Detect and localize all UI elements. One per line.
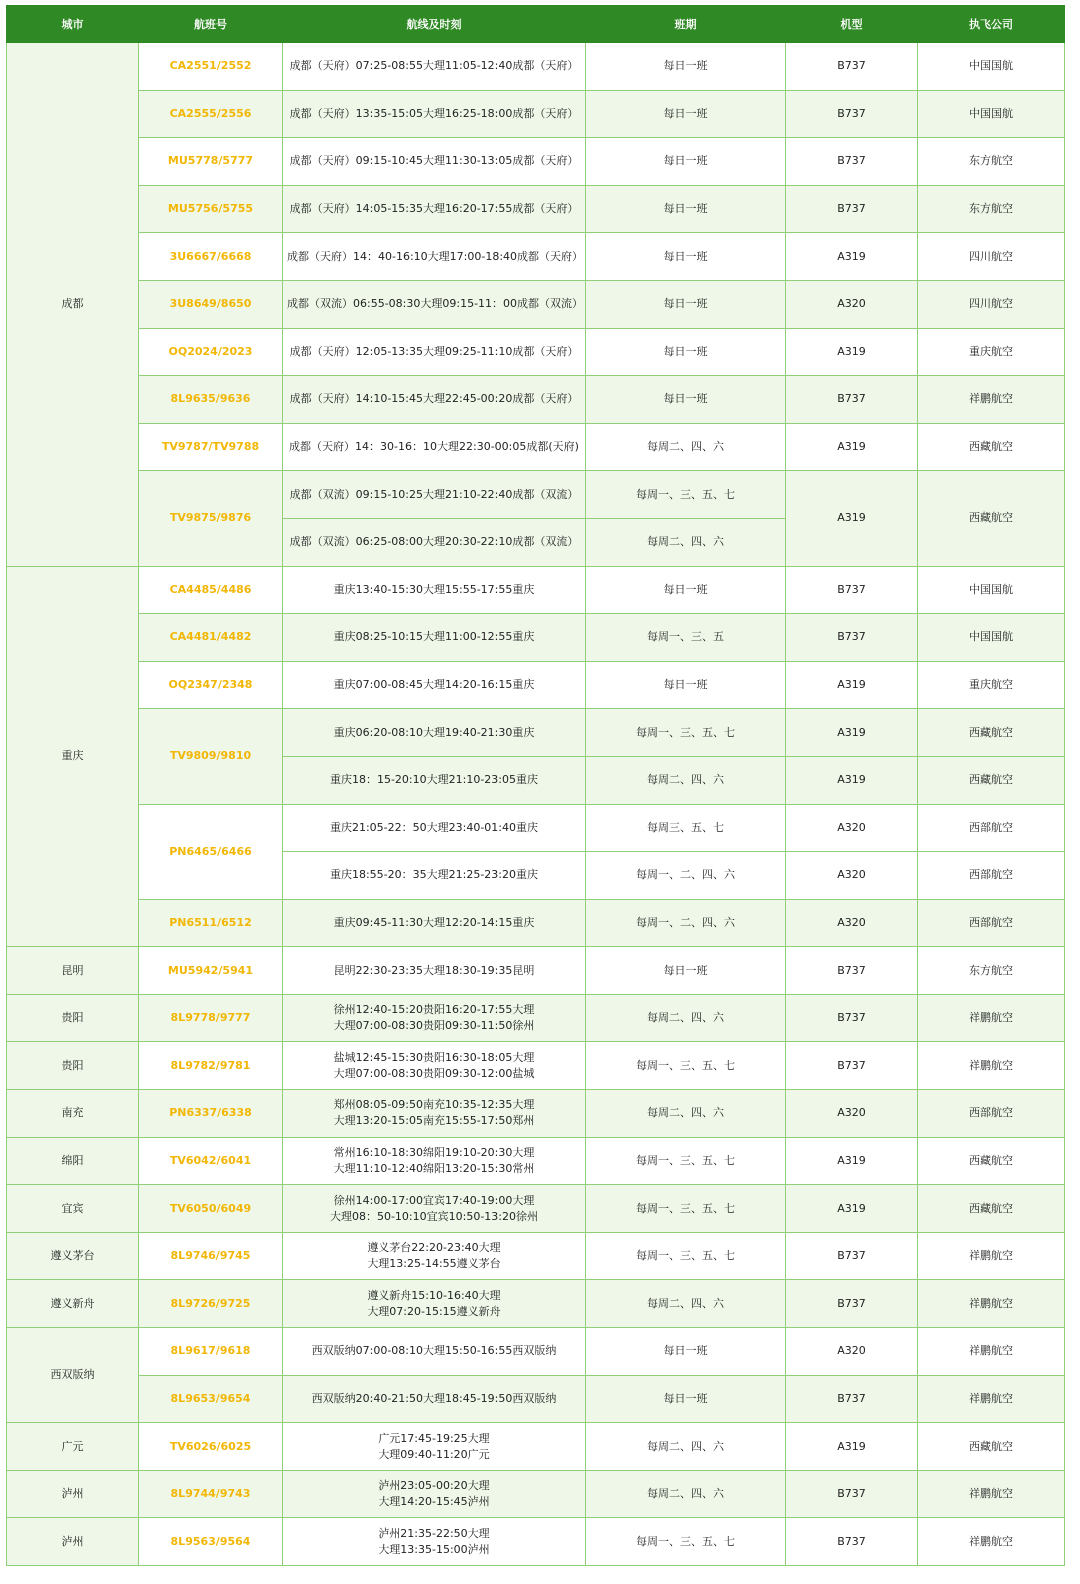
- airline: 东方航空: [918, 138, 1065, 186]
- route-time: 昆明22:30-23:35大理18:30-19:35昆明: [283, 947, 586, 995]
- aircraft-type: B737: [786, 566, 918, 614]
- table-row: [7, 185, 1065, 233]
- route-time: 成都（天府）07:25-08:55大理11:05-12:40成都（天府）: [283, 43, 586, 91]
- flight-number: CA4481/4482: [139, 614, 283, 662]
- flight-number: MU5756/5755: [139, 185, 283, 233]
- aircraft-type: A319: [786, 233, 918, 281]
- aircraft-type: B737: [786, 1518, 918, 1566]
- city-cell: 泸州: [7, 1470, 139, 1518]
- route-line-outbound: 泸州21:35-22:50大理: [378, 1526, 490, 1540]
- aircraft-type: A319: [786, 661, 918, 709]
- schedule: 每日一班: [586, 43, 786, 91]
- flight-number: 8L9726/9725: [139, 1280, 283, 1328]
- route-time: [283, 1470, 586, 1518]
- table-header-row: [7, 6, 1065, 43]
- header-city: 城市: [7, 6, 139, 43]
- route-time: 重庆18:55-20：35大理21:25-23:20重庆: [283, 852, 586, 900]
- airline: 中国国航: [918, 43, 1065, 91]
- city-cell: 成都: [7, 43, 139, 567]
- airline: 祥鹏航空: [918, 1470, 1065, 1518]
- airline: 西藏航空: [918, 1423, 1065, 1471]
- route-time: [283, 1137, 586, 1185]
- aircraft-type: B737: [786, 1232, 918, 1280]
- route-line-return: 大理09:40-11:20广元: [378, 1447, 490, 1461]
- flight-number: TV6050/6049: [139, 1185, 283, 1233]
- schedule: 每周一、三、五、七: [586, 1232, 786, 1280]
- table-row: [7, 804, 1065, 852]
- flight-number: TV9787/TV9788: [139, 423, 283, 471]
- route-time: 成都（天府）14:10-15:45大理22:45-00:20成都（天府）: [283, 376, 586, 424]
- aircraft-type: B737: [786, 1042, 918, 1090]
- route-line-return: 大理08：50-10:10宜宾10:50-13:20徐州: [329, 1209, 539, 1223]
- flight-number: 8L9744/9743: [139, 1470, 283, 1518]
- table-row: [7, 423, 1065, 471]
- table-row: [7, 614, 1065, 662]
- route-time: 成都（天府）14:05-15:35大理16:20-17:55成都（天府）: [283, 185, 586, 233]
- airline: 重庆航空: [918, 328, 1065, 376]
- airline: 西藏航空: [918, 423, 1065, 471]
- aircraft-type: A319: [786, 756, 918, 804]
- route-time: 重庆13:40-15:30大理15:55-17:55重庆: [283, 566, 586, 614]
- flight-number: CA2555/2556: [139, 90, 283, 138]
- airline: 西部航空: [918, 899, 1065, 947]
- flight-number: PN6465/6466: [139, 804, 283, 899]
- flight-number: 3U6667/6668: [139, 233, 283, 281]
- route-time: [283, 1232, 586, 1280]
- schedule: 每周三、五、七: [586, 804, 786, 852]
- route-time: 重庆06:20-08:10大理19:40-21:30重庆: [283, 709, 586, 757]
- city-cell: 泸州: [7, 1518, 139, 1566]
- table-row: [7, 376, 1065, 424]
- route-time: 成都（天府）09:15-10:45大理11:30-13:05成都（天府）: [283, 138, 586, 186]
- route-line-return: 大理13:25-14:55遵义茅台: [367, 1257, 501, 1271]
- table-row: [7, 1185, 1065, 1233]
- route-time: [283, 994, 586, 1042]
- flight-number: TV9875/9876: [139, 471, 283, 566]
- route-time: 重庆18：15-20:10大理21:10-23:05重庆: [283, 756, 586, 804]
- table-row: [7, 1518, 1065, 1566]
- airline: 西藏航空: [918, 471, 1065, 566]
- table-row: [7, 566, 1065, 614]
- airline: 祥鹏航空: [918, 376, 1065, 424]
- airline: 四川航空: [918, 280, 1065, 328]
- aircraft-type: B737: [786, 614, 918, 662]
- schedule: 每日一班: [586, 1375, 786, 1423]
- city-cell: 南充: [7, 1090, 139, 1138]
- table-row: [7, 1232, 1065, 1280]
- schedule: 每周二、四、六: [586, 756, 786, 804]
- aircraft-type: B737: [786, 1470, 918, 1518]
- aircraft-type: B737: [786, 947, 918, 995]
- table-row: [7, 709, 1065, 757]
- flight-number: MU5778/5777: [139, 138, 283, 186]
- flight-number: TV9809/9810: [139, 709, 283, 804]
- route-line-return: 大理07:00-08:30贵阳09:30-12:00盐城: [333, 1066, 535, 1080]
- route-line-outbound: 徐州12:40-15:20贵阳16:20-17:55大理: [333, 1003, 535, 1017]
- schedule: 每周一、三、五、七: [586, 1042, 786, 1090]
- table-row: [7, 43, 1065, 91]
- aircraft-type: A320: [786, 1328, 918, 1376]
- route-time: 西双版纳07:00-08:10大理15:50-16:55西双版纳: [283, 1328, 586, 1376]
- table-row: [7, 1470, 1065, 1518]
- flight-schedule-table: [6, 5, 1065, 1566]
- airline: 重庆航空: [918, 661, 1065, 709]
- aircraft-type: B737: [786, 1375, 918, 1423]
- aircraft-type: B737: [786, 185, 918, 233]
- route-time: [283, 1042, 586, 1090]
- city-cell: 遵义茅台: [7, 1232, 139, 1280]
- route-line-return: 大理07:20-15:15遵义新舟: [367, 1304, 501, 1318]
- airline: 西部航空: [918, 804, 1065, 852]
- header-schedule: 班期: [586, 6, 786, 43]
- schedule: 每日一班: [586, 947, 786, 995]
- aircraft-type: A319: [786, 328, 918, 376]
- city-cell: 广元: [7, 1423, 139, 1471]
- aircraft-type: A319: [786, 1185, 918, 1233]
- schedule: 每周一、二、四、六: [586, 899, 786, 947]
- route-time: 重庆09:45-11:30大理12:20-14:15重庆: [283, 899, 586, 947]
- route-time: 成都（天府）14：30-16：10大理22:30-00:05成都(天府): [283, 423, 586, 471]
- table-row: [7, 1328, 1065, 1376]
- route-line-outbound: 泸州23:05-00:20大理: [378, 1479, 490, 1493]
- route-time: [283, 1280, 586, 1328]
- route-time: 成都（双流）09:15-10:25大理21:10-22:40成都（双流）: [283, 471, 586, 519]
- header-aircraft: 机型: [786, 6, 918, 43]
- aircraft-type: B737: [786, 994, 918, 1042]
- schedule: 每日一班: [586, 233, 786, 281]
- airline: 中国国航: [918, 614, 1065, 662]
- route-line-outbound: 盐城12:45-15:30贵阳16:30-18:05大理: [333, 1050, 535, 1064]
- route-time: 成都（天府）13:35-15:05大理16:25-18:00成都（天府）: [283, 90, 586, 138]
- schedule: 每周一、三、五、七: [586, 709, 786, 757]
- table-row: [7, 1042, 1065, 1090]
- table-row: [7, 138, 1065, 186]
- schedule: 每日一班: [586, 376, 786, 424]
- flight-number: 8L9563/9564: [139, 1518, 283, 1566]
- route-line-return: 大理07:00-08:30贵阳09:30-11:50徐州: [333, 1019, 535, 1033]
- aircraft-type: A319: [786, 423, 918, 471]
- schedule: 每周一、三、五、七: [586, 471, 786, 519]
- schedule: 每周二、四、六: [586, 1090, 786, 1138]
- route-line-outbound: 遵义新舟15:10-16:40大理: [367, 1288, 501, 1302]
- schedule: 每日一班: [586, 566, 786, 614]
- flight-number: 8L9782/9781: [139, 1042, 283, 1090]
- airline: 东方航空: [918, 947, 1065, 995]
- flight-number: 8L9653/9654: [139, 1375, 283, 1423]
- schedule: 每周二、四、六: [586, 518, 786, 566]
- city-cell: 宜宾: [7, 1185, 139, 1233]
- flight-number: 3U8649/8650: [139, 280, 283, 328]
- aircraft-type: A319: [786, 1423, 918, 1471]
- schedule: 每日一班: [586, 185, 786, 233]
- table-row: [7, 471, 1065, 519]
- schedule: 每周一、三、五、七: [586, 1137, 786, 1185]
- route-time: [283, 1185, 586, 1233]
- table-row: [7, 1137, 1065, 1185]
- aircraft-type: B737: [786, 43, 918, 91]
- airline: 西藏航空: [918, 709, 1065, 757]
- route-line-outbound: 郑州08:05-09:50南充10:35-12:35大理: [333, 1098, 535, 1112]
- schedule: 每周一、三、五、七: [586, 1518, 786, 1566]
- flight-number: CA4485/4486: [139, 566, 283, 614]
- route-line-return: 大理13:35-15:00泸州: [378, 1542, 490, 1556]
- route-time: [283, 1423, 586, 1471]
- schedule: 每日一班: [586, 328, 786, 376]
- table-row: [7, 1375, 1065, 1423]
- aircraft-type: B737: [786, 138, 918, 186]
- schedule: 每周二、四、六: [586, 994, 786, 1042]
- schedule: 每周一、三、五、七: [586, 1185, 786, 1233]
- schedule: 每周一、二、四、六: [586, 852, 786, 900]
- schedule: 每周二、四、六: [586, 1280, 786, 1328]
- route-time: 成都（双流）06:55-08:30大理09:15-11：00成都（双流）: [283, 280, 586, 328]
- airline: 中国国航: [918, 90, 1065, 138]
- aircraft-type: B737: [786, 376, 918, 424]
- table-row: [7, 280, 1065, 328]
- airline: 西部航空: [918, 852, 1065, 900]
- flight-number: MU5942/5941: [139, 947, 283, 995]
- airline: 中国国航: [918, 566, 1065, 614]
- route-line-return: 大理11:10-12:40绵阳13:20-15:30常州: [333, 1161, 535, 1175]
- city-cell: 贵阳: [7, 994, 139, 1042]
- airline: 祥鹏航空: [918, 1232, 1065, 1280]
- schedule: 每日一班: [586, 90, 786, 138]
- table-row: [7, 994, 1065, 1042]
- flight-number: PN6337/6338: [139, 1090, 283, 1138]
- city-cell: 昆明: [7, 947, 139, 995]
- route-line-outbound: 广元17:45-19:25大理: [378, 1431, 490, 1445]
- schedule: 每周二、四、六: [586, 423, 786, 471]
- table-row: [7, 1423, 1065, 1471]
- flight-number: PN6511/6512: [139, 899, 283, 947]
- aircraft-type: A320: [786, 280, 918, 328]
- header-airline: 执飞公司: [918, 6, 1065, 43]
- route-line-outbound: 徐州14:00-17:00宜宾17:40-19:00大理: [333, 1193, 535, 1207]
- aircraft-type: B737: [786, 90, 918, 138]
- schedule: 每周一、三、五: [586, 614, 786, 662]
- route-time: 成都（天府）12:05-13:35大理09:25-11:10成都（天府）: [283, 328, 586, 376]
- city-cell: 绵阳: [7, 1137, 139, 1185]
- route-time: 重庆08:25-10:15大理11:00-12:55重庆: [283, 614, 586, 662]
- table-row: [7, 661, 1065, 709]
- aircraft-type: A319: [786, 709, 918, 757]
- flight-number: OQ2347/2348: [139, 661, 283, 709]
- header-route: 航线及时刻: [283, 6, 586, 43]
- schedule: 每周二、四、六: [586, 1470, 786, 1518]
- flight-number: TV6026/6025: [139, 1423, 283, 1471]
- route-time: [283, 1090, 586, 1138]
- airline: 西藏航空: [918, 1185, 1065, 1233]
- airline: 祥鹏航空: [918, 1375, 1065, 1423]
- aircraft-type: A319: [786, 1137, 918, 1185]
- flight-number: OQ2024/2023: [139, 328, 283, 376]
- route-time: 成都（双流）06:25-08:00大理20:30-22:10成都（双流）: [283, 518, 586, 566]
- airline: 祥鹏航空: [918, 994, 1065, 1042]
- airline: 祥鹏航空: [918, 1042, 1065, 1090]
- route-time: 重庆07:00-08:45大理14:20-16:15重庆: [283, 661, 586, 709]
- table-row: [7, 899, 1065, 947]
- table-row: [7, 90, 1065, 138]
- table-row: [7, 233, 1065, 281]
- aircraft-type: B737: [786, 1280, 918, 1328]
- route-time: 西双版纳20:40-21:50大理18:45-19:50西双版纳: [283, 1375, 586, 1423]
- airline: 西藏航空: [918, 1137, 1065, 1185]
- flight-number: 8L9635/9636: [139, 376, 283, 424]
- aircraft-type: A320: [786, 899, 918, 947]
- route-time: 成都（天府）14：40-16:10大理17:00-18:40成都（天府）: [283, 233, 586, 281]
- flight-number: TV6042/6041: [139, 1137, 283, 1185]
- header-flight: 航班号: [139, 6, 283, 43]
- city-cell: 西双版纳: [7, 1328, 139, 1423]
- route-time: 重庆21:05-22：50大理23:40-01:40重庆: [283, 804, 586, 852]
- route-line-return: 大理14:20-15:45泸州: [378, 1495, 490, 1509]
- airline: 四川航空: [918, 233, 1065, 281]
- city-cell: 贵阳: [7, 1042, 139, 1090]
- schedule: 每周二、四、六: [586, 1423, 786, 1471]
- flight-number: 8L9778/9777: [139, 994, 283, 1042]
- airline: 祥鹏航空: [918, 1328, 1065, 1376]
- airline: 祥鹏航空: [918, 1518, 1065, 1566]
- aircraft-type: A320: [786, 804, 918, 852]
- flight-number: CA2551/2552: [139, 43, 283, 91]
- schedule: 每日一班: [586, 661, 786, 709]
- schedule: 每日一班: [586, 138, 786, 186]
- city-cell: 遵义新舟: [7, 1280, 139, 1328]
- flight-schedule-container: [6, 5, 1065, 1566]
- schedule: 每日一班: [586, 280, 786, 328]
- airline: 祥鹏航空: [918, 1280, 1065, 1328]
- table-row: [7, 1090, 1065, 1138]
- airline: 西部航空: [918, 1090, 1065, 1138]
- aircraft-type: A320: [786, 1090, 918, 1138]
- table-row: [7, 328, 1065, 376]
- airline: 东方航空: [918, 185, 1065, 233]
- airline: 西藏航空: [918, 756, 1065, 804]
- aircraft-type: A319: [786, 471, 918, 566]
- flight-number: 8L9746/9745: [139, 1232, 283, 1280]
- route-line-return: 大理13:20-15:05南充15:55-17:50郑州: [333, 1114, 535, 1128]
- route-line-outbound: 遵义茅台22:20-23:40大理: [367, 1241, 501, 1255]
- aircraft-type: A320: [786, 852, 918, 900]
- flight-number: 8L9617/9618: [139, 1328, 283, 1376]
- table-row: [7, 947, 1065, 995]
- table-row: [7, 1280, 1065, 1328]
- city-cell: 重庆: [7, 566, 139, 947]
- schedule: 每日一班: [586, 1328, 786, 1376]
- route-time: [283, 1518, 586, 1566]
- route-line-outbound: 常州16:10-18:30绵阳19:10-20:30大理: [333, 1145, 535, 1159]
